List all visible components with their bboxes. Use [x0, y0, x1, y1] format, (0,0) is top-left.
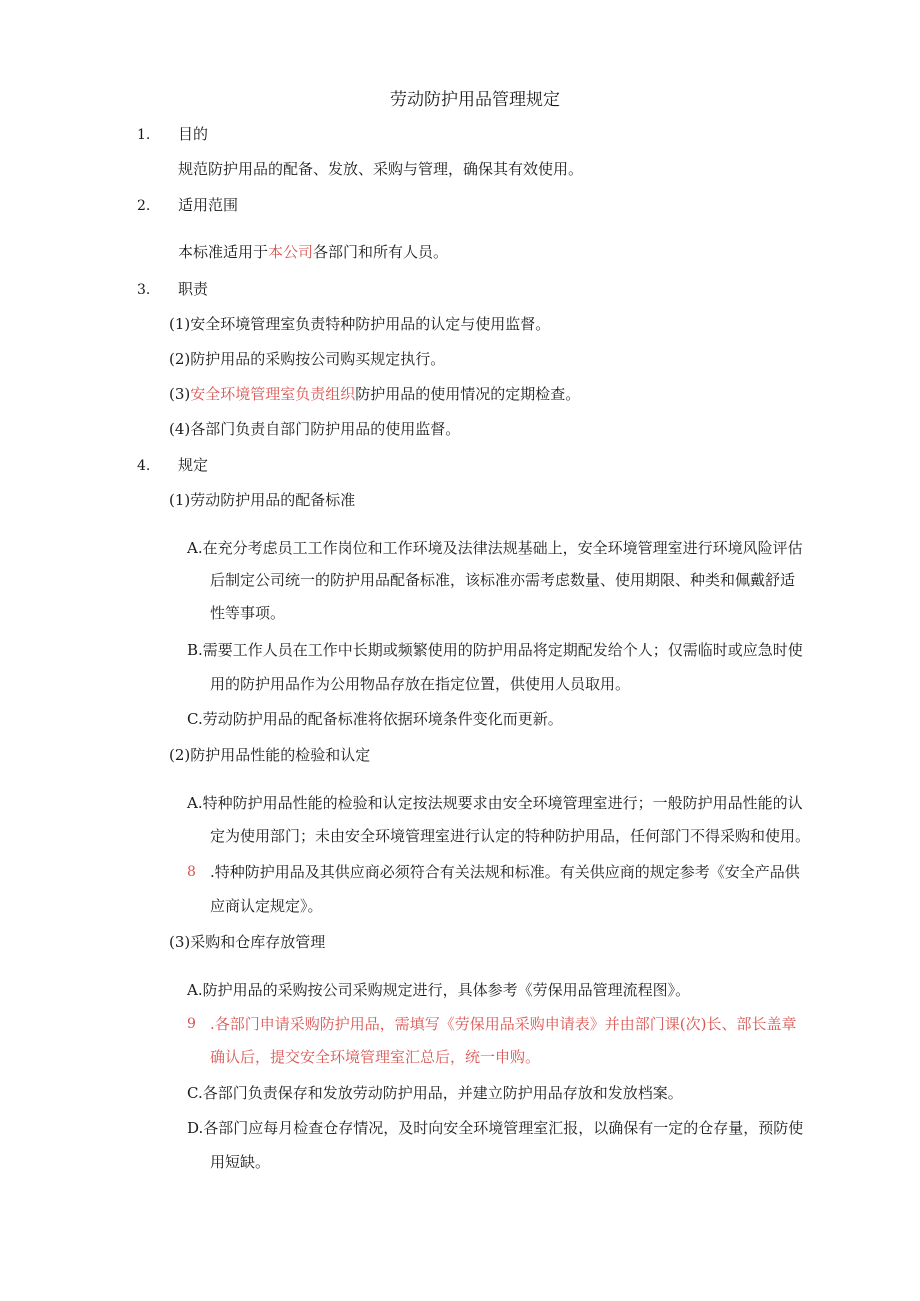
rule-3b-line-1: .各部门申请采购防护用品，需填写《劳保用品采购申请表》并由部门课(次)长、部长盖章: [210, 1015, 797, 1033]
section-2-text-a: 本标准适用于: [178, 243, 269, 261]
section-2-heading: 适用范围: [178, 196, 239, 214]
rule-3b-line-2: 确认后，提交安全环境管理室汇总后，统一申购。: [210, 1048, 541, 1066]
rule-2a-line-1: A.特种防护用品性能的检验和认定按法规要求由安全环境管理室进行；一般防护用品性能的认: [187, 794, 803, 812]
section-4-number: 4.: [137, 458, 151, 474]
rule-1a-line-1: A.在充分考虑员工工作岗位和工作环境及法律法规基础上，安全环境管理室进行环境风险评估: [187, 539, 803, 557]
section-2-text-c: 各部门和所有人员。: [313, 243, 449, 261]
rule-3b-number: 9: [187, 1016, 196, 1032]
rule-2b-line-2: 应商认定规定》。: [210, 897, 323, 915]
rule-1b-line-1: B.需要工作人员在工作中长期或频繁使用的防护用品将定期配发给个人；仅需临时或应急时使: [187, 641, 803, 659]
section-2-number: 2.: [137, 198, 151, 214]
document-title: 劳动防护用品管理规定: [390, 90, 560, 110]
section-1-text: 规范防护用品的配备、发放、采购与管理，确保其有效使用。: [178, 160, 584, 178]
section-3-number: 3.: [137, 282, 151, 298]
rule-1a-line-2: 后制定公司统一的防护用品配备标准，该标准亦需考虑数量、使用期限、种类和佩戴舒适: [210, 571, 796, 589]
section-4-heading: 规定: [178, 456, 209, 474]
rule-3c: C.各部门负责保存和发放劳动防护用品，并建立防护用品存放和发放档案。: [187, 1084, 683, 1102]
rule-3d-line-1: D.各部门应每月检查仓存情况，及时向安全环境管理室汇报，以确保有一定的仓存量，预防使: [187, 1119, 804, 1137]
duty-item-4: (4)各部门负责自部门防护用品的使用监督。: [169, 420, 461, 438]
rule-2b-number: 8: [187, 864, 196, 880]
section-1-number: 1.: [137, 127, 151, 143]
rule-2a-line-2: 定为使用部门；未由安全环境管理室进行认定的特种防护用品，任何部门不得采购和使用。: [210, 827, 811, 845]
rule-1b-line-2: 用的防护用品作为公用物品存放在指定位置，供使用人员取用。: [210, 675, 631, 693]
duty-item-3: [169, 384, 580, 404]
rule-1a-line-3: 性等事项。: [210, 604, 286, 622]
duty-item-1: (1)安全环境管理室负责特种防护用品的认定与使用监督。: [169, 315, 551, 333]
subsection-2-heading: (2)防护用品性能的检验和认定: [169, 746, 371, 764]
duty-item-3-prefix: (3): [169, 385, 191, 403]
duty-item-2: (2)防护用品的采购按公司购买规定执行。: [169, 350, 446, 368]
rule-3d-line-2: 用短缺。: [210, 1153, 271, 1171]
subsection-3-heading: (3)采购和仓库存放管理: [169, 933, 326, 951]
rule-2b-line-1: .特种防护用品及其供应商必须符合有关法规和标准。有关供应商的规定参考《安全产品供: [210, 863, 800, 881]
rule-3a: A.防护用品的采购按公司采购规定进行，具体参考《劳保用品管理流程图》。: [187, 981, 691, 999]
duty-item-3-rest: 防护用品的使用情况的定期检查。: [355, 385, 581, 403]
section-2-text: [178, 242, 448, 262]
section-1-heading: 目的: [178, 125, 209, 143]
rule-1c: C.劳动防护用品的配备标准将依据环境条件变化而更新。: [187, 710, 563, 728]
subsection-1-heading: (1)劳动防护用品的配备标准: [169, 491, 356, 509]
section-3-heading: 职责: [178, 280, 209, 298]
duty-item-3-highlight: 安全环境管理室负责组织: [190, 385, 356, 403]
section-2-text-highlight: 本公司: [268, 243, 314, 261]
